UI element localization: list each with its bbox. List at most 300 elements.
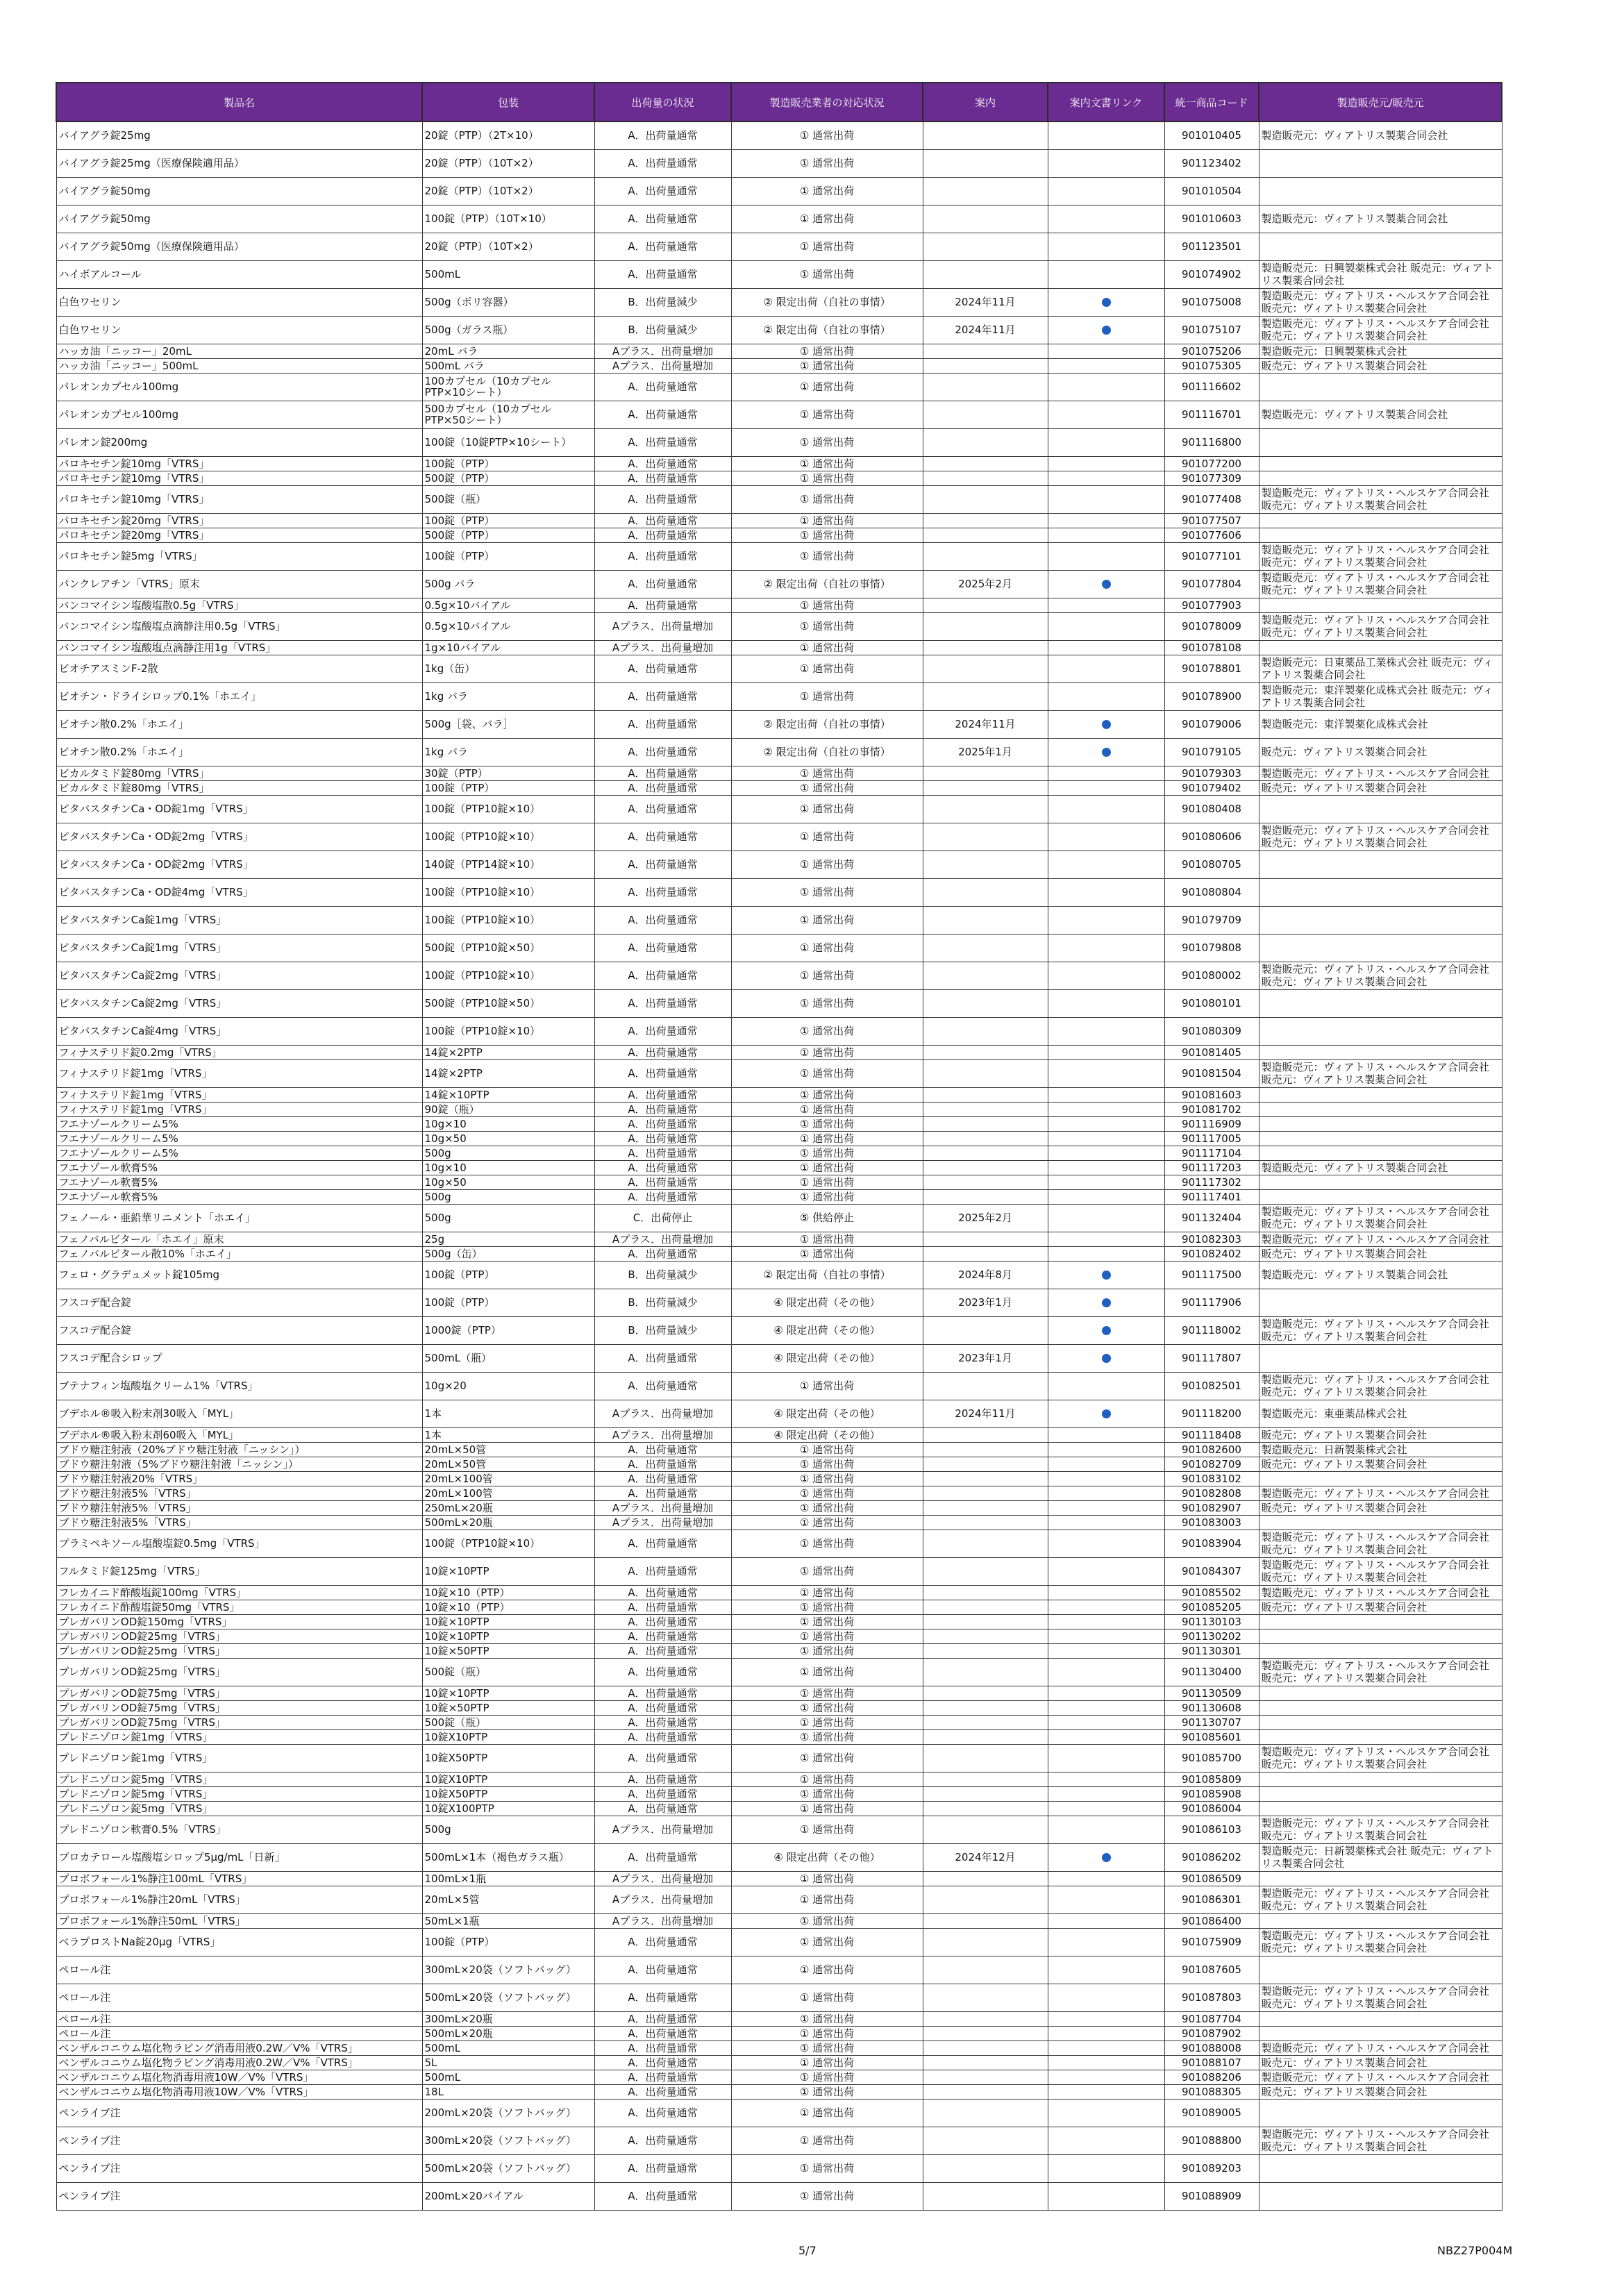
cell-manufacturer-response: ① 通常出荷: [731, 1928, 923, 1956]
cell-manufacturer: [1259, 989, 1502, 1017]
cell-notice-link[interactable]: [1048, 1344, 1164, 1372]
table-row: [56, 1059, 1502, 1087]
cell-product-code: 901130103: [1164, 1614, 1259, 1629]
cell-shipment-status: A．出荷量通常: [594, 2099, 731, 2127]
cell-notice-link: [1048, 1246, 1164, 1261]
cell-product-name: ピタバスタチンCa・OD錠2mg「VTRS」: [56, 850, 422, 878]
cell-product-code: 901086509: [1164, 1871, 1259, 1886]
cell-notice-link[interactable]: [1048, 1261, 1164, 1289]
cell-manufacturer-response: ① 通常出荷: [731, 766, 923, 780]
cell-package: 20mL×100管: [422, 1486, 594, 1500]
cell-notice-link: [1048, 1729, 1164, 1744]
cell-notice: [923, 2041, 1048, 2055]
table-row: [56, 121, 1502, 149]
cell-product-name: プレガバリンOD錠150mg「VTRS」: [56, 1614, 422, 1629]
cell-product-name: パレオン錠200mg: [56, 428, 422, 456]
cell-package: 10g×50: [422, 1175, 594, 1189]
cell-package: 100錠（PTP10錠×10）: [422, 962, 594, 989]
cell-manufacturer: [1259, 1175, 1502, 1189]
table-row: [56, 1102, 1502, 1116]
cell-shipment-status: A．出荷量通常: [594, 1246, 731, 1261]
cell-product-code: 901082709: [1164, 1457, 1259, 1471]
cell-product-code: 901085700: [1164, 1744, 1259, 1772]
document-link-icon[interactable]: [1102, 1271, 1111, 1280]
cell-product-code: 901086301: [1164, 1886, 1259, 1913]
cell-manufacturer-response: ① 通常出荷: [731, 962, 923, 989]
cell-product-name: ペンライブ注: [56, 2099, 422, 2127]
cell-notice: [923, 1686, 1048, 1700]
cell-product-name: ベラプロストNa錠20μg「VTRS」: [56, 1928, 422, 1956]
cell-notice-link: [1048, 1871, 1164, 1886]
cell-shipment-status: A．出荷量通常: [594, 682, 731, 710]
cell-manufacturer: [1259, 1871, 1502, 1886]
cell-notice-link: [1048, 989, 1164, 1017]
cell-product-code: 901088800: [1164, 2127, 1259, 2154]
table-row: [56, 850, 1502, 878]
cell-shipment-status: A．出荷量通常: [594, 2154, 731, 2182]
cell-notice-link: [1048, 1442, 1164, 1457]
cell-manufacturer: 製造販売元：東亜薬品株式会社: [1259, 1400, 1502, 1427]
cell-notice: 2024年11月: [923, 288, 1048, 316]
cell-product-code: 901116909: [1164, 1116, 1259, 1131]
cell-package: 500錠（PTP）: [422, 471, 594, 485]
cell-product-code: 901077200: [1164, 456, 1259, 471]
cell-package: 500mL（瓶）: [422, 1344, 594, 1372]
cell-manufacturer: 販売元：ヴィアトリス製薬合同会社: [1259, 1600, 1502, 1614]
cell-notice: [923, 1886, 1048, 1913]
cell-shipment-status: A．出荷量通常: [594, 1643, 731, 1658]
table-row: [56, 1744, 1502, 1772]
table-row: [56, 1786, 1502, 1801]
table-row: [56, 934, 1502, 962]
cell-manufacturer: 製造販売元：ヴィアトリス・ヘルスケア合同会社 販売元：ヴィアトリス製薬合同会社: [1259, 485, 1502, 513]
cell-notice: [923, 513, 1048, 528]
cell-notice-link: [1048, 456, 1164, 471]
cell-notice: [923, 456, 1048, 471]
cell-manufacturer: [1259, 1643, 1502, 1658]
cell-manufacturer: [1259, 640, 1502, 655]
cell-product-code: 901082303: [1164, 1232, 1259, 1246]
document-link-icon[interactable]: [1102, 1853, 1111, 1862]
cell-manufacturer: 販売元：ヴィアトリス製薬合同会社: [1259, 1457, 1502, 1471]
cell-package: 10錠×50PTP: [422, 1643, 594, 1658]
cell-package: 20mL×100管: [422, 1471, 594, 1486]
cell-manufacturer: [1259, 1189, 1502, 1204]
cell-notice: [923, 1500, 1048, 1515]
cell-notice-link: [1048, 1801, 1164, 1816]
cell-manufacturer-response: ① 通常出荷: [731, 260, 923, 288]
document-link-icon[interactable]: [1102, 1354, 1111, 1363]
cell-shipment-status: A．出荷量通常: [594, 710, 731, 738]
cell-product-code: 901085205: [1164, 1600, 1259, 1614]
cell-package: 100錠（PTP）: [422, 1261, 594, 1289]
cell-product-code: 901077507: [1164, 513, 1259, 528]
cell-product-name: フェノール・亜鉛華リニメント「ホエイ」: [56, 1204, 422, 1232]
table-row: [56, 598, 1502, 612]
cell-notice: [923, 1585, 1048, 1600]
cell-manufacturer-response: ① 通常出荷: [731, 1956, 923, 1984]
cell-package: 500g: [422, 1816, 594, 1843]
cell-package: 1本: [422, 1400, 594, 1427]
document-link-icon[interactable]: [1102, 326, 1111, 335]
cell-manufacturer: [1259, 906, 1502, 934]
cell-manufacturer-response: ① 通常出荷: [731, 1801, 923, 1816]
cell-product-code: 901087803: [1164, 1984, 1259, 2011]
cell-product-name: ペロール注: [56, 1956, 422, 1984]
cell-notice-link: [1048, 1744, 1164, 1772]
cell-manufacturer: 製造販売元：ヴィアトリス・ヘルスケア合同会社 販売元：ヴィアトリス製薬合同会社: [1259, 823, 1502, 850]
cell-product-name: フィナステリド錠0.2mg「VTRS」: [56, 1045, 422, 1059]
cell-product-code: 901010504: [1164, 177, 1259, 205]
cell-package: 10錠×50PTP: [422, 1700, 594, 1715]
cell-product-name: ペロール注: [56, 2011, 422, 2026]
cell-notice-link: [1048, 598, 1164, 612]
table-row: [56, 1843, 1502, 1871]
cell-manufacturer-response: ② 限定出荷（自社の事情）: [731, 738, 923, 766]
cell-notice-link: [1048, 1614, 1164, 1629]
cell-package: 100錠（PTP）: [422, 1289, 594, 1316]
cell-manufacturer: 製造販売元：ヴィアトリス・ヘルスケア合同会社 販売元：ヴィアトリス製薬合同会社: [1259, 1658, 1502, 1686]
cell-product-name: ベンザルコニウム塩化物消毒用液10W／V%「VTRS」: [56, 2070, 422, 2084]
cell-notice-link: [1048, 1017, 1164, 1045]
cell-shipment-status: A．出荷量通常: [594, 1530, 731, 1557]
cell-notice: [923, 1614, 1048, 1629]
cell-manufacturer: 製造販売元：ヴィアトリス製薬合同会社: [1259, 205, 1502, 233]
cell-product-code: 901075107: [1164, 316, 1259, 344]
cell-manufacturer-response: ① 通常出荷: [731, 878, 923, 906]
cell-product-code: 901130509: [1164, 1686, 1259, 1700]
cell-product-code: 901087605: [1164, 1956, 1259, 1984]
cell-notice: [923, 1928, 1048, 1956]
cell-notice: [923, 780, 1048, 795]
cell-shipment-status: A．出荷量通常: [594, 780, 731, 795]
cell-notice-link: [1048, 766, 1164, 780]
cell-manufacturer: 製造販売元：ヴィアトリス・ヘルスケア合同会社 販売元：ヴィアトリス製薬合同会社: [1259, 1204, 1502, 1232]
cell-manufacturer: 製造販売元：日興製薬株式会社: [1259, 344, 1502, 358]
cell-notice: 2024年12月: [923, 1843, 1048, 1871]
cell-notice-link[interactable]: [1048, 738, 1164, 766]
document-link-icon[interactable]: [1102, 580, 1111, 589]
cell-notice: [923, 471, 1048, 485]
document-link-icon[interactable]: [1102, 748, 1111, 757]
cell-notice: [923, 2084, 1048, 2099]
cell-notice: 2025年2月: [923, 1204, 1048, 1232]
cell-manufacturer-response: ① 通常出荷: [731, 989, 923, 1017]
cell-product-name: バイアグラ錠50mg: [56, 177, 422, 205]
cell-manufacturer-response: ① 通常出荷: [731, 1629, 923, 1643]
table-row: [56, 1427, 1502, 1442]
cell-product-name: ベンザルコニウム塩化物ラビング消毒用液0.2W／V%「VTRS」: [56, 2055, 422, 2070]
cell-notice: [923, 528, 1048, 542]
cell-package: 100錠（PTP）: [422, 1928, 594, 1956]
cell-product-code: 901082600: [1164, 1442, 1259, 1457]
cell-product-name: プレドニゾロン錠1mg「VTRS」: [56, 1729, 422, 1744]
cell-notice: [923, 1246, 1048, 1261]
cell-notice: [923, 934, 1048, 962]
cell-notice-link: [1048, 1102, 1164, 1116]
cell-notice-link[interactable]: [1048, 1400, 1164, 1427]
cell-notice-link[interactable]: [1048, 1289, 1164, 1316]
document-code: NBZ27P004M: [1437, 2244, 1513, 2257]
cell-product-code: 901075909: [1164, 1928, 1259, 1956]
cell-manufacturer-response: ① 通常出荷: [731, 373, 923, 401]
table-row: [56, 878, 1502, 906]
cell-product-name: ビカルタミド錠80mg「VTRS」: [56, 766, 422, 780]
cell-notice-link[interactable]: [1048, 288, 1164, 316]
cell-manufacturer-response: ① 通常出荷: [731, 456, 923, 471]
cell-manufacturer-response: ① 通常出荷: [731, 428, 923, 456]
cell-notice-link: [1048, 149, 1164, 177]
table-row: [56, 205, 1502, 233]
cell-manufacturer: 製造販売元：ヴィアトリス・ヘルスケア合同会社 販売元：ヴィアトリス製薬合同会社: [1259, 542, 1502, 570]
cell-package: 10錠X10PTP: [422, 1772, 594, 1786]
cell-manufacturer-response: ① 通常出荷: [731, 233, 923, 260]
cell-package: 500g（缶）: [422, 1246, 594, 1261]
cell-notice-link: [1048, 233, 1164, 260]
cell-notice: 2025年1月: [923, 738, 1048, 766]
cell-product-name: ハイボアルコール: [56, 260, 422, 288]
cell-notice-link: [1048, 260, 1164, 288]
cell-notice: [923, 1643, 1048, 1658]
cell-notice-link: [1048, 1515, 1164, 1530]
cell-manufacturer-response: ① 通常出荷: [731, 795, 923, 823]
cell-manufacturer-response: ① 通常出荷: [731, 906, 923, 934]
cell-product-code: 901077903: [1164, 598, 1259, 612]
cell-notice: [923, 1772, 1048, 1786]
cell-notice: [923, 1175, 1048, 1189]
document-link-icon[interactable]: [1102, 1409, 1111, 1418]
document-link-icon[interactable]: [1102, 1298, 1111, 1307]
table-row: [56, 1116, 1502, 1131]
cell-package: 0.5g×10バイアル: [422, 598, 594, 612]
cell-product-name: バイアグラ錠50mg（医療保険適用品）: [56, 233, 422, 260]
cell-product-name: パンクレアチン「VTRS」原末: [56, 570, 422, 598]
cell-manufacturer-response: ① 通常出荷: [731, 149, 923, 177]
cell-manufacturer-response: ① 通常出荷: [731, 1232, 923, 1246]
cell-notice: 2024年11月: [923, 1400, 1048, 1427]
cell-package: 100錠（PTP10錠×10）: [422, 1017, 594, 1045]
cell-notice-link: [1048, 2011, 1164, 2026]
cell-manufacturer: [1259, 513, 1502, 528]
cell-manufacturer-response: ① 通常出荷: [731, 2084, 923, 2099]
cell-notice: [923, 1871, 1048, 1886]
cell-package: 90錠（瓶）: [422, 1102, 594, 1116]
cell-manufacturer-response: ① 通常出荷: [731, 1772, 923, 1786]
cell-shipment-status: A．出荷量通常: [594, 906, 731, 934]
cell-package: 50mL×1瓶: [422, 1913, 594, 1928]
document-link-icon[interactable]: [1102, 1326, 1111, 1335]
cell-manufacturer-response: ① 通常出荷: [731, 1457, 923, 1471]
cell-package: 5L: [422, 2055, 594, 2070]
table-row: [56, 1886, 1502, 1913]
cell-notice-link: [1048, 358, 1164, 373]
table-row: [56, 1400, 1502, 1427]
cell-package: 500g（ポリ容器）: [422, 288, 594, 316]
cell-notice-link[interactable]: [1048, 1316, 1164, 1344]
cell-product-code: 901083003: [1164, 1515, 1259, 1530]
cell-product-code: 901116800: [1164, 428, 1259, 456]
cell-manufacturer: [1259, 2011, 1502, 2026]
cell-shipment-status: Aプラス．出荷量増加: [594, 1232, 731, 1246]
table-row: [56, 542, 1502, 570]
cell-product-name: フルタミド錠125mg「VTRS」: [56, 1557, 422, 1585]
cell-manufacturer: 製造販売元：日東薬品工業株式会社 販売元：ヴィアトリス製薬合同会社: [1259, 655, 1502, 682]
cell-shipment-status: Aプラス．出荷量増加: [594, 612, 731, 640]
cell-notice-link[interactable]: [1048, 1843, 1164, 1871]
cell-manufacturer: 製造販売元：ヴィアトリス製薬合同会社: [1259, 121, 1502, 149]
table-row: [56, 2041, 1502, 2055]
cell-notice: 2025年2月: [923, 570, 1048, 598]
cell-package: 100錠（PTP10錠×10）: [422, 823, 594, 850]
cell-manufacturer-response: ④ 限定出荷（その他）: [731, 1400, 923, 1427]
cell-package: 0.5g×10バイアル: [422, 612, 594, 640]
cell-shipment-status: A．出荷量通常: [594, 1557, 731, 1585]
cell-product-name: プラミペキソール塩酸塩錠0.5mg「VTRS」: [56, 1530, 422, 1557]
cell-product-name: ビオチアスミンF-2散: [56, 655, 422, 682]
document-link-icon[interactable]: [1102, 720, 1111, 729]
cell-shipment-status: A．出荷量通常: [594, 1715, 731, 1729]
cell-notice-link: [1048, 1530, 1164, 1557]
cell-manufacturer-response: ① 通常出荷: [731, 1530, 923, 1557]
cell-product-code: 901117203: [1164, 1160, 1259, 1175]
cell-manufacturer-response: ② 限定出荷（自社の事情）: [731, 316, 923, 344]
cell-notice: [923, 1232, 1048, 1246]
cell-shipment-status: A．出荷量通常: [594, 2182, 731, 2210]
cell-manufacturer-response: ⑤ 供給停止: [731, 1204, 923, 1232]
cell-manufacturer-response: ① 通常出荷: [731, 1744, 923, 1772]
cell-package: 30錠（PTP）: [422, 766, 594, 780]
cell-shipment-status: A．出荷量通常: [594, 513, 731, 528]
cell-product-code: 901079105: [1164, 738, 1259, 766]
cell-notice-link: [1048, 1629, 1164, 1643]
cell-notice: [923, 1471, 1048, 1486]
cell-shipment-status: A．出荷量通常: [594, 471, 731, 485]
table-row: [56, 1686, 1502, 1700]
cell-shipment-status: Aプラス．出荷量増加: [594, 1871, 731, 1886]
table-row: [56, 1160, 1502, 1175]
cell-manufacturer-response: ① 通常出荷: [731, 1715, 923, 1729]
cell-package: 500mL×1本（褐色ガラス瓶）: [422, 1843, 594, 1871]
table-row: [56, 823, 1502, 850]
table-row: [56, 1801, 1502, 1816]
cell-product-code: 901080408: [1164, 795, 1259, 823]
document-link-icon[interactable]: [1102, 298, 1111, 307]
cell-notice-link[interactable]: [1048, 570, 1164, 598]
cell-notice-link[interactable]: [1048, 710, 1164, 738]
cell-shipment-status: A．出荷量通常: [594, 823, 731, 850]
cell-notice: [923, 1087, 1048, 1102]
cell-notice-link: [1048, 2026, 1164, 2041]
cell-manufacturer-response: ① 通常出荷: [731, 1175, 923, 1189]
cell-notice: [923, 177, 1048, 205]
cell-shipment-status: A．出荷量通常: [594, 934, 731, 962]
cell-manufacturer-response: ① 通常出荷: [731, 640, 923, 655]
cell-shipment-status: A．出荷量通常: [594, 2127, 731, 2154]
cell-product-name: バイアグラ錠50mg: [56, 205, 422, 233]
cell-notice-link: [1048, 205, 1164, 233]
cell-shipment-status: A．出荷量通常: [594, 428, 731, 456]
cell-manufacturer-response: ① 通常出荷: [731, 1246, 923, 1261]
cell-product-name: フェロ・グラデュメット錠105mg: [56, 1261, 422, 1289]
cell-notice: [923, 205, 1048, 233]
cell-package: 140錠（PTP14錠×10）: [422, 850, 594, 878]
table-row: [56, 2099, 1502, 2127]
cell-manufacturer-response: ① 通常出荷: [731, 1816, 923, 1843]
cell-manufacturer: [1259, 1772, 1502, 1786]
cell-package: 500カプセル（10カプセルPTP×50シート）: [422, 401, 594, 428]
cell-notice: [923, 655, 1048, 682]
cell-manufacturer-response: ① 通常出荷: [731, 344, 923, 358]
header-product-code: 統一商品コード: [1164, 83, 1259, 121]
cell-package: 10g×10: [422, 1160, 594, 1175]
cell-product-name: プロポフォール1%静注50mL「VTRS」: [56, 1913, 422, 1928]
cell-product-name: フエナゾールクリーム5%: [56, 1131, 422, 1146]
cell-product-name: 白色ワセリン: [56, 288, 422, 316]
cell-package: 20mL×50管: [422, 1442, 594, 1457]
cell-package: 10錠×10PTP: [422, 1686, 594, 1700]
cell-shipment-status: A．出荷量通常: [594, 850, 731, 878]
cell-product-name: ペンライブ注: [56, 2127, 422, 2154]
cell-notice-link: [1048, 1928, 1164, 1956]
cell-product-code: 901117005: [1164, 1131, 1259, 1146]
table-row: [56, 2070, 1502, 2084]
cell-product-name: プレガバリンOD錠75mg「VTRS」: [56, 1700, 422, 1715]
cell-notice: [923, 1984, 1048, 2011]
cell-manufacturer-response: ① 通常出荷: [731, 850, 923, 878]
cell-shipment-status: A．出荷量通常: [594, 655, 731, 682]
cell-notice-link[interactable]: [1048, 316, 1164, 344]
cell-notice-link: [1048, 1643, 1164, 1658]
cell-manufacturer: 販売元：ヴィアトリス製薬合同会社: [1259, 2084, 1502, 2099]
cell-notice: [923, 542, 1048, 570]
cell-notice-link: [1048, 1175, 1164, 1189]
cell-manufacturer-response: ① 通常出荷: [731, 682, 923, 710]
cell-shipment-status: A．出荷量通常: [594, 598, 731, 612]
cell-manufacturer-response: ① 通常出荷: [731, 2026, 923, 2041]
cell-notice-link: [1048, 1427, 1164, 1442]
table-row: [56, 2026, 1502, 2041]
cell-product-code: 901117807: [1164, 1344, 1259, 1372]
cell-shipment-status: A．出荷量通常: [594, 1629, 731, 1643]
cell-package: 10錠×10PTP: [422, 1557, 594, 1585]
cell-shipment-status: A．出荷量通常: [594, 2070, 731, 2084]
table-row: [56, 766, 1502, 780]
cell-product-name: ピタバスタチンCa錠1mg「VTRS」: [56, 934, 422, 962]
cell-manufacturer: 製造販売元：ヴィアトリス・ヘルスケア合同会社: [1259, 766, 1502, 780]
table-row: [56, 513, 1502, 528]
table-row: [56, 1585, 1502, 1600]
cell-notice-link: [1048, 934, 1164, 962]
cell-manufacturer: 製造販売元：ヴィアトリス・ヘルスケア合同会社 販売元：ヴィアトリス製薬合同会社: [1259, 1816, 1502, 1843]
cell-manufacturer: 製造販売元：ヴィアトリス・ヘルスケア合同会社: [1259, 2070, 1502, 2084]
cell-package: 500mL×20袋（ソフトバッグ）: [422, 2154, 594, 2182]
cell-notice: [923, 2127, 1048, 2154]
cell-manufacturer: 製造販売元：ヴィアトリス・ヘルスケア合同会社 販売元：ヴィアトリス製薬合同会社: [1259, 1886, 1502, 1913]
cell-manufacturer: 製造販売元：ヴィアトリス・ヘルスケア合同会社 販売元：ヴィアトリス製薬合同会社: [1259, 570, 1502, 598]
cell-manufacturer: [1259, 598, 1502, 612]
table-row: [56, 2182, 1502, 2210]
cell-notice: 2024年11月: [923, 710, 1048, 738]
cell-manufacturer: [1259, 2026, 1502, 2041]
cell-package: 1000錠（PTP）: [422, 1316, 594, 1344]
table-row: [56, 780, 1502, 795]
cell-product-code: 901123501: [1164, 233, 1259, 260]
cell-manufacturer: 製造販売元：ヴィアトリス・ヘルスケア合同会社 販売元：ヴィアトリス製薬合同会社: [1259, 2127, 1502, 2154]
cell-manufacturer: 製造販売元：ヴィアトリス製薬合同会社: [1259, 1261, 1502, 1289]
cell-notice: [923, 1658, 1048, 1686]
cell-shipment-status: C．出荷停止: [594, 1204, 731, 1232]
cell-notice: [923, 1131, 1048, 1146]
